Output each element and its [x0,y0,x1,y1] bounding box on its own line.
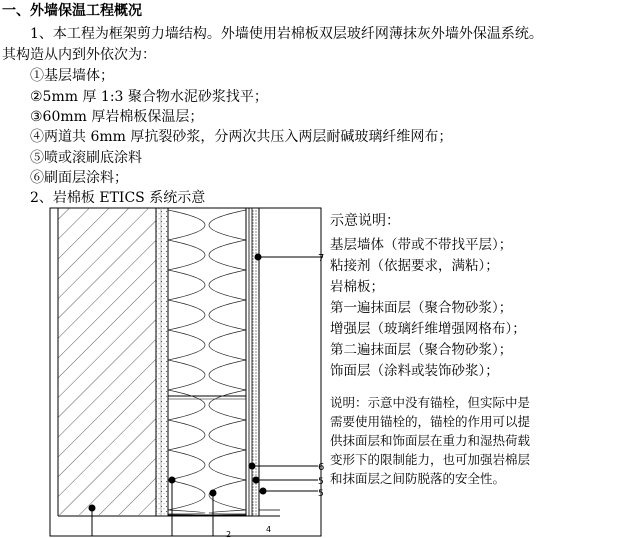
callout-4: 4 [266,525,272,534]
layer-item-1: ①基层墙体； [30,68,114,84]
legend-item-2: 粘接剂（依据要求，满粘）； [330,258,499,274]
legend-item-6: 第二遍抹面层（聚合物砂浆）； [330,342,513,358]
legend-item-3: 岩棉板； [330,279,384,295]
layer-item-5: ⑤喷或滚刷底涂料 [30,150,142,166]
note-line-2: 需要使用锚栓的，锚栓的作用可以提 [330,414,531,429]
callout-2: 2 [226,530,232,538]
note-line-1: 说明：示意中没有锚栓，但实际中是 [330,395,531,410]
legend-item-7: 饰面层（涂料或装饰砂浆）； [330,363,499,379]
layer-item-6: ⑥刷面层涂料； [30,170,128,186]
layer-item-4: ④两道共 6mm 厚抗裂砂浆，分两次共压入两层耐碱玻璃纤维网布； [30,129,453,145]
intro-line-2: 其构造从内到外依次为： [2,47,156,63]
layer-item-2: ②5mm 厚 1:3 聚合物水泥砂浆找平； [30,89,268,105]
legend-item-4: 第一遍抹面层（聚合物砂浆）； [330,300,513,316]
section-heading: 一、外墙保温工程概况 [2,3,142,19]
intro-line-1: 1、本工程为框架剪力墙结构。外墙使用岩棉板双层玻纤网薄抹灰外墙外保温系统。 [30,26,543,42]
legend-title: 示意说明： [330,213,400,229]
rock-wool-board [168,208,246,515]
base-wall [58,208,156,515]
note-line-4: 变形下的限制能力，也可加强岩棉层 [330,452,531,467]
callout-7: 7 [318,253,325,264]
legend-item-1: 基层墙体（带或不带找平层）； [330,237,513,253]
note-line-3: 供抹面层和饰面层在重力和湿热荷载 [330,433,531,448]
note-line-5: 和抹面层之间防脱落的安全性。 [330,471,506,486]
layer-item-3: ③60mm 厚岩棉板保温层； [30,109,204,125]
callout-6: 6 [318,462,325,473]
adhesive-layer [156,208,168,515]
section-2-title: 2、岩棉板 ETICS 系统示意 [30,190,206,206]
callout-5b: 5 [318,489,324,499]
legend-item-5: 增强层（玻璃纤维增强网格布）； [330,321,526,337]
callout-5a: 5 [318,477,324,487]
